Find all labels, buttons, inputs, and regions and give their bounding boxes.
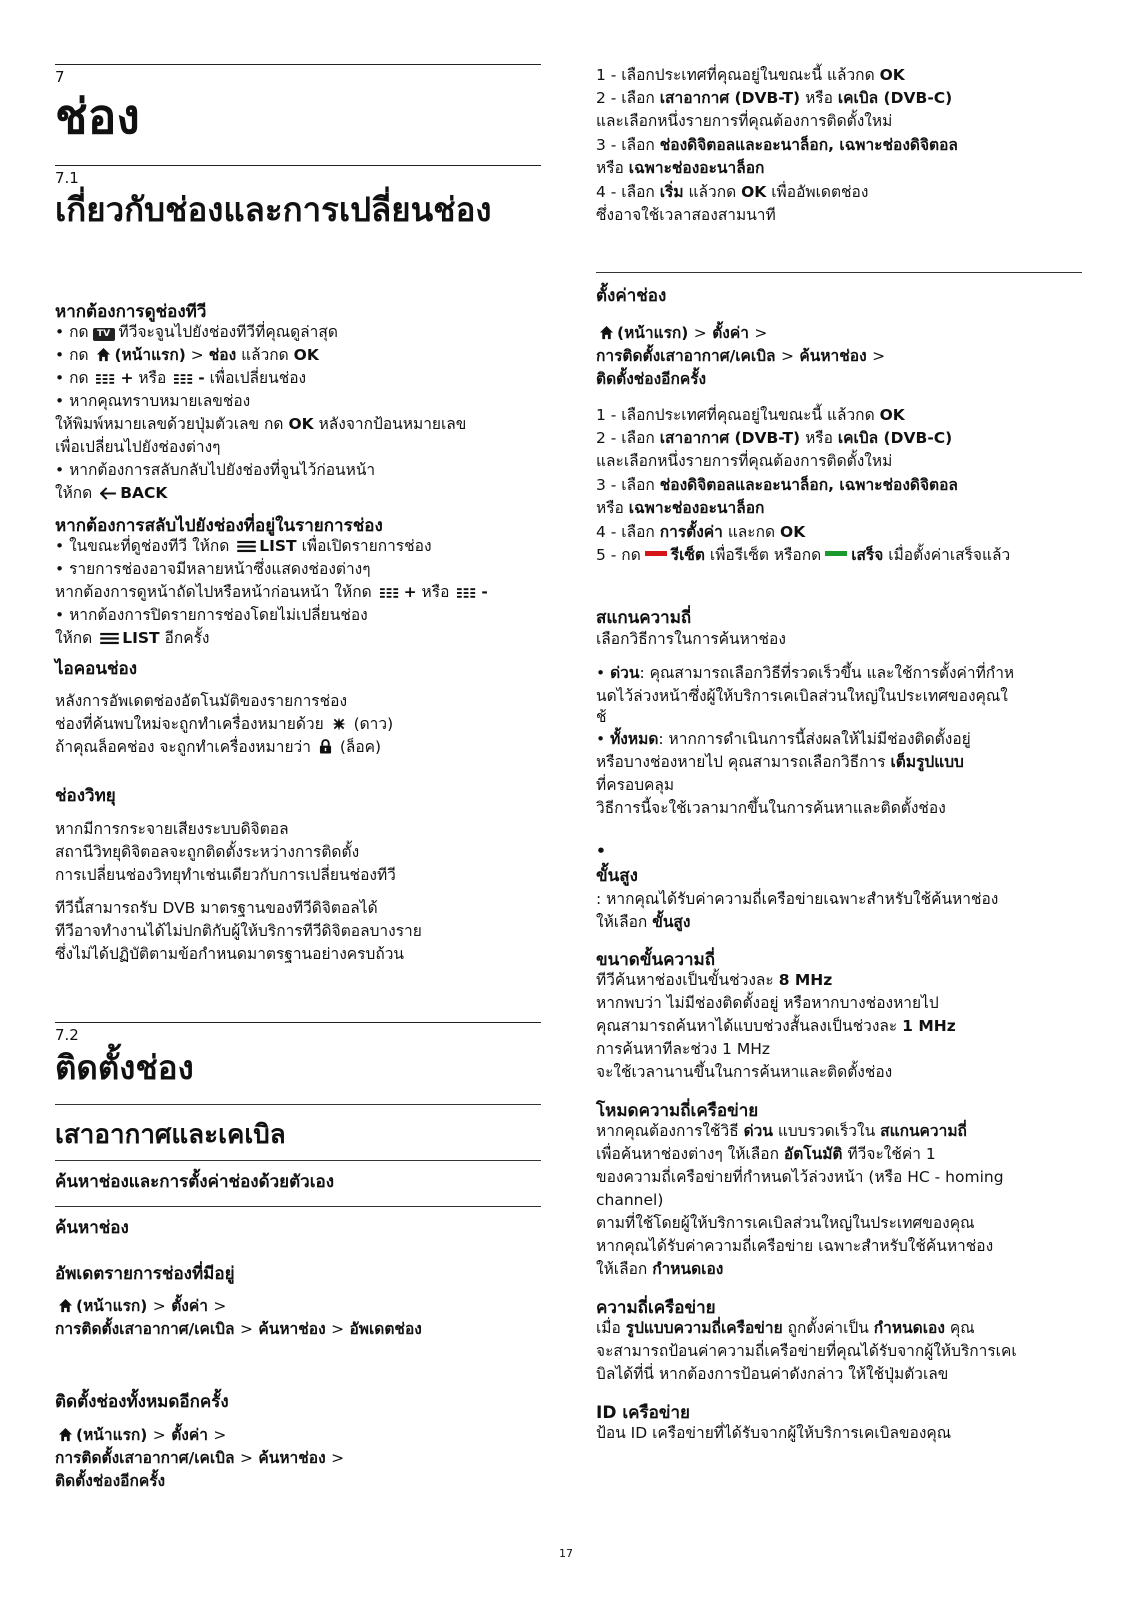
netfreq-heading: ความถี่เครือข่าย — [596, 1298, 716, 1318]
channel-icons-line-1: หลังการอัพเดตช่องอัตโนมัติของรายการช่อง — [55, 692, 348, 710]
scan-line-8: วิธีการนี้จะใช้เวลามากขึ้นในการค้นหาและติดตั้งช่อง — [596, 799, 946, 817]
watch-heading: หากต้องการดูช่องทีวี — [55, 302, 207, 322]
scan-heading: สแกนความถี่ — [596, 608, 692, 628]
radio-heading: ช่องวิทยุ — [55, 786, 116, 806]
netmode-line-5: ตามที่ใช้โดยผู้ให้บริการเคเบิลส่วนใหญ่ในประเทศของคุณ — [596, 1214, 975, 1232]
scan-line-3: นดไว้ล่วงหน้าซึ่งผู้ให้บริการเคเบิลส่วนใหญ่ในประเทศของคุณใ — [596, 687, 1008, 705]
channel-down-icon — [174, 373, 195, 385]
section-7-2-number: 7.2 — [55, 1026, 79, 1044]
radio-line-3: การเปลี่ยนช่องวิทยุทำเช่นเดียวกับการเปลี่ยนช่องทีวี — [55, 866, 396, 884]
antenna-cable-heading: เสาอากาศและเคเบิล — [55, 1120, 286, 1150]
home-icon — [58, 1427, 73, 1442]
lock-icon — [319, 739, 332, 754]
list-line-2: • รายการช่องอาจมีหลายหน้าซึ่งแสดงช่องต่างๆ — [55, 560, 371, 578]
list-icon — [237, 540, 256, 553]
step-line-3: คุณสามารถค้นหาได้แบบช่วงสั้นลงเป็นช่วงละ 1 MHz — [596, 1017, 956, 1035]
radio-line-2: สถานีวิทยุดิจิตอลจะถูกติดตั้งระหว่างการติดตั้ง — [55, 843, 360, 861]
netmode-line-3: ของความถี่เครือข่ายที่กำหนดไว้ล่วงหน้า (หรือ HC - homing — [596, 1168, 1004, 1186]
steps-a-line-3: และเลือกหนึ่งรายการที่คุณต้องการติดตั้งใหม่ — [596, 112, 893, 130]
radio-line-1: หากมีการกระจายเสียงระบบดิจิตอล — [55, 820, 289, 838]
list-line-4: • หากต้องการปิดรายการช่องโดยไม่เปลี่ยนช่อง — [55, 606, 368, 624]
step-line-5: จะใช้เวลานานขึ้นในการค้นหาและติดตั้งช่อง — [596, 1063, 893, 1081]
search-rule — [55, 1206, 541, 1207]
steps-b-line-3: และเลือกหนึ่งรายการที่คุณต้องการติดตั้งใหม่ — [596, 452, 893, 470]
steps-a-line-2: 2 - เลือก เสาอากาศ (DVB-T) หรือ เคเบิล (DVB-C) — [596, 89, 953, 107]
watch-line-2: • กด (หน้าแรก) > ช่อง แล้วกด OK — [55, 346, 319, 364]
list-heading: หากต้องการสลับไปยังช่องที่อยู่ในรายการช่อง — [55, 516, 383, 536]
scan-line-6: หรือบางช่องหายไป คุณสามารถเลือกวิธีการ เต็มรูปแบบ — [596, 753, 964, 771]
channel-up-icon — [380, 587, 401, 599]
channel-icons-line-3: ถ้าคุณล็อคช่อง จะถูกทำเครื่องหมายว่า (ล็อค) — [55, 738, 382, 756]
list-line-3: หากต้องการดูหน้าถัดไปหรือหน้าก่อนหน้า ให้กด + หรือ - — [55, 583, 488, 601]
channel-down-icon — [457, 587, 478, 599]
scan-line-7: ที่ครอบคลุม — [596, 776, 675, 794]
search-heading: ค้นหาช่อง — [55, 1218, 129, 1238]
settings-rule — [596, 272, 1082, 273]
reinstall-path-1: (หน้าแรก) > ตั้งค่า > — [55, 1424, 541, 1448]
watch-line-4: • หากคุณทราบหมายเลขช่อง — [55, 392, 251, 410]
netfreq-line-1: เมื่อ รูปแบบความถี่เครือข่าย ถูกตั้งค่าเป็น กำหนดเอง คุณ — [596, 1319, 975, 1337]
netmode-line-2: เพื่อค้นหาช่องต่างๆ ให้เลือก อัตโนมัติ ทีวีจะใช้ค่า 1 — [596, 1145, 936, 1163]
home-icon — [58, 1298, 73, 1313]
steps-a-line-5: หรือ เฉพาะช่องอะนาล็อก — [596, 159, 765, 177]
steps-b-line-1: 1 - เลือกประเทศที่คุณอยู่ในขณะนี้ แล้วกด OK — [596, 406, 905, 424]
step-line-2: หากพบว่า ไม่มีช่องติดตั้งอยู่ หรือหากบางช่องหายไป — [596, 994, 939, 1012]
section-7-1-title: เกี่ยวกับช่องและการเปลี่ยนช่อง — [55, 190, 492, 229]
channel-icons-heading: ไอคอนช่อง — [55, 659, 138, 679]
settings-path-2: การติดตั้งเสาอากาศ/เคเบิล > ค้นหาช่อง > — [596, 347, 886, 365]
netid-line-1: ป้อน ID เครือข่ายที่ได้รับจากผู้ให้บริการเคเบิลของคุณ — [596, 1424, 952, 1442]
steps-a-line-4: 3 - เลือก ช่องดิจิตอลและอะนาล็อก, เฉพาะช่องดิจิตอล — [596, 136, 958, 154]
steps-a-line-6: 4 - เลือก เริ่ม แล้วกด OK เพื่ออัพเดตช่อง — [596, 183, 869, 201]
watch-line-7: • หากต้องการสลับกลับไปยังช่องที่จูนไว้ก่อนหน้า — [55, 461, 376, 479]
section-7-1-rule — [55, 165, 541, 166]
update-heading: อัพเดตรายการช่องที่มีอยู่ — [55, 1264, 235, 1284]
list-line-5: ให้กด LIST อีกครั้ง — [55, 629, 210, 647]
reinstall-path-3: ติดตั้งช่องอีกครั้ง — [55, 1472, 166, 1490]
star-icon — [332, 717, 346, 731]
manual-search-heading: ค้นหาช่องและการตั้งค่าช่องด้วยตัวเอง — [55, 1172, 335, 1192]
settings-path-3: ติดตั้งช่องอีกครั้ง — [596, 370, 707, 388]
steps-a-line-7: ซึ่งอาจใช้เวลาสองสามนาที — [596, 206, 776, 224]
watch-line-8: ให้กด BACK — [55, 484, 168, 502]
section-7-2-rule — [55, 1022, 541, 1023]
list-icon — [100, 632, 119, 645]
page-number: 17 — [559, 1547, 573, 1560]
netmode-line-4: channel) — [596, 1191, 664, 1209]
scan-line-5: • ทั้งหมด: หากการดำเนินการนี้ส่งผลให้ไม่มีช่องติดตั้งอยู่ — [596, 730, 971, 748]
reinstall-path-2: การติดตั้งเสาอากาศ/เคเบิล > ค้นหาช่อง > — [55, 1449, 345, 1467]
update-path-1: (หน้าแรก) > ตั้งค่า > — [55, 1295, 541, 1319]
scan-line-9: • — [596, 842, 606, 860]
manual-rule — [55, 1160, 541, 1161]
steps-b-line-5: หรือ เฉพาะช่องอะนาล็อก — [596, 499, 765, 517]
home-icon — [599, 325, 614, 340]
netfreq-line-3: บิลได้ที่นี่ หากต้องการป้อนค่าดังกล่าว ให้ใช้ปุ่มตัวเลข — [596, 1365, 949, 1383]
netmode-line-7: ให้เลือก กำหนดเอง — [596, 1260, 724, 1278]
steps-b-line-7: 5 - กด รีเซ็ต เพื่อรีเซ็ต หรือกด เสร็จ เมื่อตั้งค่าเสร็จแล้ว — [596, 546, 1011, 564]
watch-line-3: • กด + หรือ - เพื่อเปลี่ยนช่อง — [55, 369, 307, 387]
antenna-rule — [55, 1104, 541, 1105]
channel-icons-line-2: ช่องที่ค้นพบใหม่จะถูกทำเครื่องหมายด้วย (ดาว) — [55, 715, 394, 733]
section-7-2-title: ติดตั้งช่อง — [55, 1048, 194, 1087]
scan-advanced-label: ขั้นสูง — [596, 866, 638, 886]
netmode-line-6: หากคุณได้รับค่าความถี่เครือข่าย เฉพาะสำหรับใช้ค้นหาช่อง — [596, 1237, 994, 1255]
step-line-4: การค้นหาทีละช่วง 1 MHz — [596, 1040, 771, 1058]
netmode-heading: โหมดความถี่เครือข่าย — [596, 1101, 759, 1121]
radio-line-6: ซึ่งไม่ได้ปฏิบัติตามข้อกำหนดมาตรฐานอย่างครบถ้วน — [55, 945, 405, 963]
reinstall-heading: ติดตั้งช่องทั้งหมดอีกครั้ง — [55, 1392, 229, 1412]
step-line-1: ทีวีค้นหาช่องเป็นขั้นช่วงละ 8 MHz — [596, 971, 833, 989]
radio-line-5: ทีวีอาจทำงานได้ไม่ปกติกับผู้ให้บริการทีวีดิจิตอลบางราย — [55, 922, 422, 940]
scan-line-1: เลือกวิธีการในการค้นหาช่อง — [596, 630, 786, 648]
chapter-title: ช่อง — [55, 89, 140, 145]
section-7-1-number: 7.1 — [55, 169, 79, 187]
scan-line-4: ช้ — [596, 708, 607, 726]
back-arrow-icon — [100, 487, 117, 500]
watch-line-6: เพื่อเปลี่ยนไปยังช่องต่างๆ — [55, 438, 221, 456]
steps-a-line-1: 1 - เลือกประเทศที่คุณอยู่ในขณะนี้ แล้วกด OK — [596, 66, 905, 84]
steps-b-line-4: 3 - เลือก ช่องดิจิตอลและอะนาล็อก, เฉพาะช่องดิจิตอล — [596, 476, 958, 494]
red-key-icon — [645, 551, 667, 556]
settings-path-1: (หน้าแรก) > ตั้งค่า > — [596, 322, 1082, 346]
update-path-2: การติดตั้งเสาอากาศ/เคเบิล > ค้นหาช่อง > อัพเดตช่อง — [55, 1320, 422, 1338]
scan-line-2: • ด่วน: คุณสามารถเลือกวิธีที่รวดเร็วขึ้น และใช้การตั้งค่าที่กำห — [596, 664, 1015, 682]
scan-line-12: ให้เลือก ขั้นสูง — [596, 913, 691, 931]
green-key-icon — [825, 551, 847, 556]
steps-b-line-6: 4 - เลือก การตั้งค่า และกด OK — [596, 523, 806, 541]
chapter-rule — [55, 64, 541, 65]
channel-up-icon — [96, 373, 117, 385]
radio-line-4: ทีวีนี้สามารถรับ DVB มาตรฐานของทีวีดิจิตอลได้ — [55, 899, 378, 917]
scan-line-11: : หากคุณได้รับค่าความถี่เครือข่ายเฉพาะสำหรับใช้ค้นหาช่อง — [596, 890, 999, 908]
netfreq-line-2: จะสามารถป้อนค่าความถี่เครือข่ายที่คุณได้รับจากผู้ให้บริการเคเ — [596, 1342, 1017, 1360]
tv-icon: TV — [93, 328, 115, 341]
netid-heading: ID เครือข่าย — [596, 1403, 691, 1423]
steps-b-line-2: 2 - เลือก เสาอากาศ (DVB-T) หรือ เคเบิล (DVB-C) — [596, 429, 953, 447]
chapter-number: 7 — [55, 68, 65, 86]
watch-line-1: • กด TV ทีวีจะจูนไปยังช่องทีวีที่คุณดูล่าสุด — [55, 323, 338, 341]
watch-line-5: ให้พิมพ์หมายเลขด้วยปุ่มตัวเลข กด OK หลังจากป้อนหมายเลข — [55, 415, 467, 433]
home-icon — [96, 347, 111, 362]
netmode-line-1: หากคุณต้องการใช้วิธี ด่วน แบบรวดเร็วใน สแกนความถี่ — [596, 1122, 967, 1140]
step-heading: ขนาดขั้นความถี่ — [596, 950, 716, 970]
settings-heading: ตั้งค่าช่อง — [596, 286, 667, 306]
list-line-1: • ในขณะที่ดูช่องทีวี ให้กด LIST เพื่อเปิดรายการช่อง — [55, 537, 432, 555]
